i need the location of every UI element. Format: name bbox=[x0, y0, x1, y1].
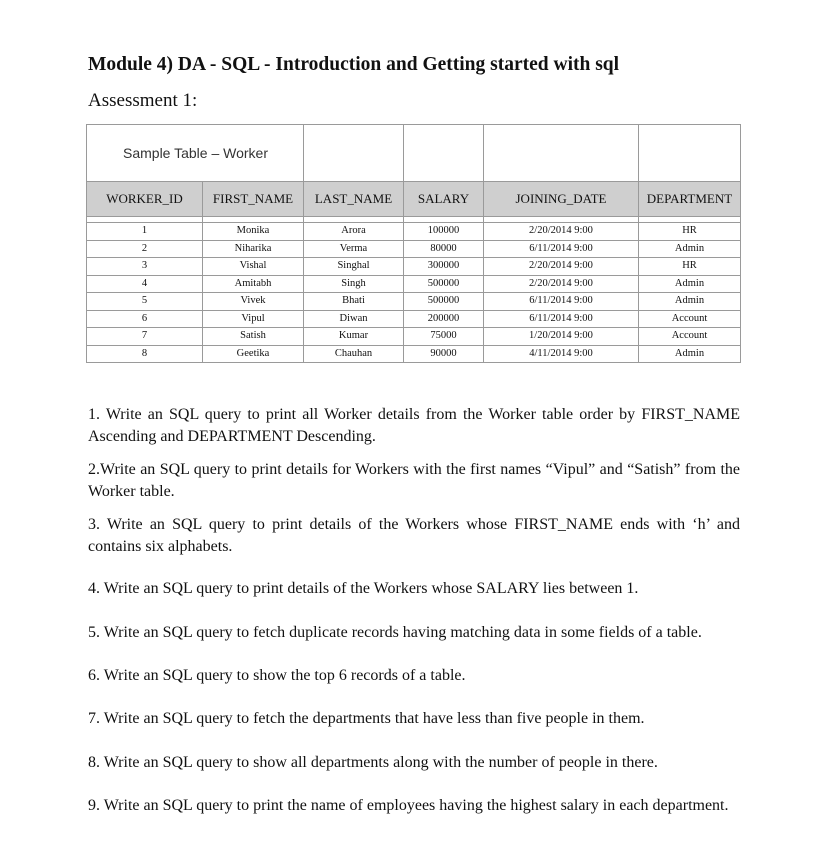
table-cell: Admin bbox=[639, 240, 741, 258]
table-cell: Vivek bbox=[203, 293, 304, 311]
column-header: FIRST_NAME bbox=[203, 182, 304, 217]
table-row bbox=[87, 223, 741, 241]
assessment-heading: Assessment 1: bbox=[88, 90, 198, 111]
table-cell: 2/20/2014 9:00 bbox=[484, 223, 639, 241]
question-item: 6. Write an SQL query to show the top 6 records of a table. bbox=[88, 667, 466, 684]
column-header: SALARY bbox=[404, 182, 484, 217]
table-row bbox=[87, 310, 741, 328]
question-item: 3. Write an SQL query to print details of the Workers whose FIRST_NAME ends with ‘h’ and contains six alphabets. bbox=[88, 516, 740, 555]
column-header: LAST_NAME bbox=[304, 182, 404, 217]
table-row bbox=[87, 328, 741, 346]
table-cell: 6 bbox=[87, 310, 203, 328]
table-cell: 4/11/2014 9:00 bbox=[484, 345, 639, 363]
worker-table bbox=[86, 124, 741, 363]
table-row bbox=[87, 258, 741, 276]
table-cell: Chauhan bbox=[304, 345, 404, 363]
table-cell: 2 bbox=[87, 240, 203, 258]
table-body bbox=[87, 223, 741, 363]
question-item: 8. Write an SQL query to show all departments along with the number of people in there. bbox=[88, 754, 658, 771]
table-cell: Verma bbox=[304, 240, 404, 258]
caption-empty-cell bbox=[304, 125, 404, 182]
table-cell: 3 bbox=[87, 258, 203, 276]
table-cell: Niharika bbox=[203, 240, 304, 258]
table-cell: Diwan bbox=[304, 310, 404, 328]
column-header: WORKER_ID bbox=[87, 182, 203, 217]
table-cell: 6/11/2014 9:00 bbox=[484, 293, 639, 311]
column-header: DEPARTMENT bbox=[639, 182, 741, 217]
table-cell: Singhal bbox=[304, 258, 404, 276]
table-cell: Vishal bbox=[203, 258, 304, 276]
caption-empty-cell bbox=[484, 125, 639, 182]
table-cell: 8 bbox=[87, 345, 203, 363]
table-row bbox=[87, 345, 741, 363]
table-cell: 200000 bbox=[404, 310, 484, 328]
table-cell: Bhati bbox=[304, 293, 404, 311]
table-cell: 100000 bbox=[404, 223, 484, 241]
table-cell: HR bbox=[639, 258, 741, 276]
caption-empty-cell bbox=[404, 125, 484, 182]
table-cell: 6/11/2014 9:00 bbox=[484, 240, 639, 258]
table-cell: Admin bbox=[639, 293, 741, 311]
table-cell: 5 bbox=[87, 293, 203, 311]
table-cell: Kumar bbox=[304, 328, 404, 346]
table-cell: 1/20/2014 9:00 bbox=[484, 328, 639, 346]
table-cell: 6/11/2014 9:00 bbox=[484, 310, 639, 328]
table-cell: Satish bbox=[203, 328, 304, 346]
question-item: 2.Write an SQL query to print details for Workers with the first names “Vipul” and “Satish” from the Worker table. bbox=[88, 461, 740, 500]
table-cell: 2/20/2014 9:00 bbox=[484, 258, 639, 276]
table-cell: Admin bbox=[639, 275, 741, 293]
table-caption: Sample Table – Worker bbox=[87, 125, 304, 182]
table-cell: 500000 bbox=[404, 293, 484, 311]
question-item: 1. Write an SQL query to print all Worker details from the Worker table order by FIRST_NAME Ascending and DEPARTMENT Descending. bbox=[88, 406, 740, 445]
table-cell: Vipul bbox=[203, 310, 304, 328]
table-cell: 90000 bbox=[404, 345, 484, 363]
table-row bbox=[87, 293, 741, 311]
table-cell: 300000 bbox=[404, 258, 484, 276]
table-cell: Singh bbox=[304, 275, 404, 293]
table-row bbox=[87, 275, 741, 293]
table-cell: HR bbox=[639, 223, 741, 241]
worker-table-container bbox=[86, 124, 740, 363]
table-cell: 1 bbox=[87, 223, 203, 241]
table-cell: Amitabh bbox=[203, 275, 304, 293]
table-caption-row bbox=[87, 125, 741, 182]
column-header: JOINING_DATE bbox=[484, 182, 639, 217]
table-cell: 80000 bbox=[404, 240, 484, 258]
caption-empty-cell bbox=[639, 125, 741, 182]
table-cell: Geetika bbox=[203, 345, 304, 363]
table-cell: Monika bbox=[203, 223, 304, 241]
table-cell: 7 bbox=[87, 328, 203, 346]
question-item: 7. Write an SQL query to fetch the departments that have less than five people in them. bbox=[88, 710, 645, 727]
table-cell: 500000 bbox=[404, 275, 484, 293]
table-cell: 4 bbox=[87, 275, 203, 293]
table-cell: Arora bbox=[304, 223, 404, 241]
table-row bbox=[87, 240, 741, 258]
table-cell: Admin bbox=[639, 345, 741, 363]
table-cell: 2/20/2014 9:00 bbox=[484, 275, 639, 293]
table-header-row bbox=[87, 182, 741, 217]
question-item: 9. Write an SQL query to print the name of employees having the highest salary in each department. bbox=[88, 797, 729, 814]
question-item: 4. Write an SQL query to print details of the Workers whose SALARY lies between 1. bbox=[88, 580, 639, 597]
table-cell: Account bbox=[639, 328, 741, 346]
table-cell: 75000 bbox=[404, 328, 484, 346]
question-item: 5. Write an SQL query to fetch duplicate records having matching data in some fields of a table. bbox=[88, 624, 702, 641]
page-title: Module 4) DA - SQL - Introduction and Getting started with sql bbox=[88, 54, 620, 75]
table-cell: Account bbox=[639, 310, 741, 328]
